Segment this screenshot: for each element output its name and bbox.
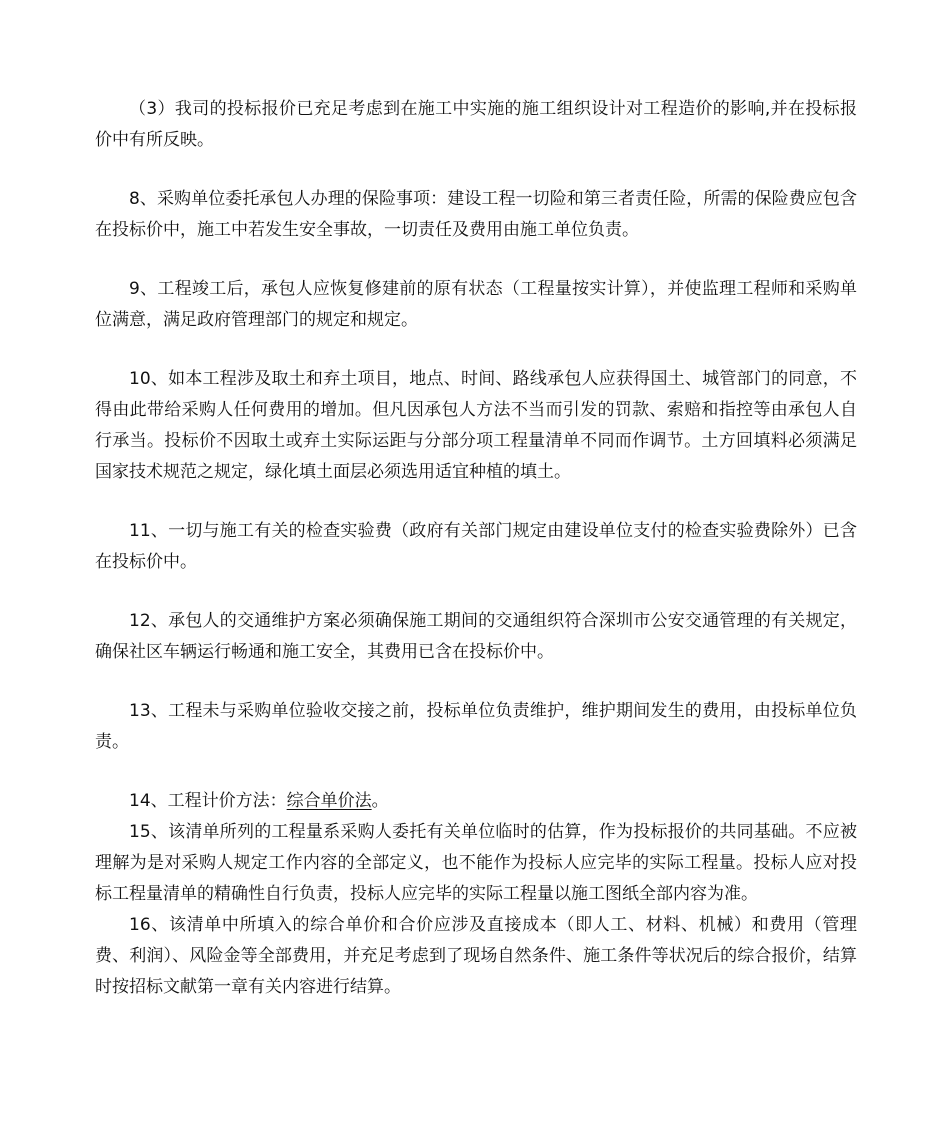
paragraph-14-suffix: 。 — [371, 791, 389, 811]
pricing-method-text: 综合单价法 — [286, 791, 372, 811]
paragraph-9: 9、工程竣工后，承包人应恢复修建前的原有状态（工程量按实计算），并使监理工程师和采购单位满意，满足政府管理部门的规定和规定。 — [95, 279, 857, 330]
paragraph-14 — [95, 786, 857, 817]
paragraph-13: 13、工程未与采购单位验收交接之前，投标单位负责维护，维护期间发生的费用，由投标单位负责。 — [95, 701, 857, 752]
document-body — [95, 94, 857, 1003]
paragraph-12: 12、承包人的交通维护方案必须确保施工期间的交通组织符合深圳市公安交通管理的有关规定，确保社区车辆运行畅通和施工安全，其费用已含在投标价中。 — [95, 611, 857, 662]
paragraph-11: 11、一切与施工有关的检查实验费（政府有关部门规定由建设单位支付的检查实验费除外）已含在投标价中。 — [95, 521, 857, 572]
paragraph-14-prefix: 14、工程计价方法： — [129, 791, 287, 811]
paragraph-10: 10、如本工程涉及取土和弃土项目，地点、时间、路线承包人应获得国土、城管部门的同意，不得由此带给采购人任何费用的增加。但凡因承包人方法不当而引发的罚款、索赔和指控等由承包人自行承当。投标价不因取土或弃土实际运距与分部分项工程量清单不同而作调节。土方回填料必须满足国家技术规范之规定，绿化填土面层必须选用适宜种植的填土。 — [95, 369, 857, 482]
paragraph-16: 16、该清单中所填入的综合单价和合价应涉及直接成本（即人工、材料、机械）和费用（管理费、利润）、风险金等全部费用，并充足考虑到了现场自然条件、施工条件等状况后的综合报价，结算时按招标文献第一章有关内容进行结算。 — [95, 915, 857, 997]
paragraph-3: （3）我司的投标报价已充足考虑到在施工中实施的施工组织设计对工程造价的影响,并在投标报价中有所反映。 — [95, 99, 857, 150]
paragraph-15: 15、该清单所列的工程量系采购人委托有关单位临时的估算，作为投标报价的共同基础。不应被理解为是对采购人规定工作内容的全部定义，也不能作为投标人应完毕的实际工程量。投标人应对投标工程量清单的精确性自行负责，投标人应完毕的实际工程量以施工图纸全部内容为准。 — [95, 822, 857, 904]
paragraph-8: 8、采购单位委托承包人办理的保险事项：建设工程一切险和第三者责任险，所需的保险费应包含在投标价中，施工中若发生安全事故，一切责任及费用由施工单位负责。 — [95, 189, 857, 240]
